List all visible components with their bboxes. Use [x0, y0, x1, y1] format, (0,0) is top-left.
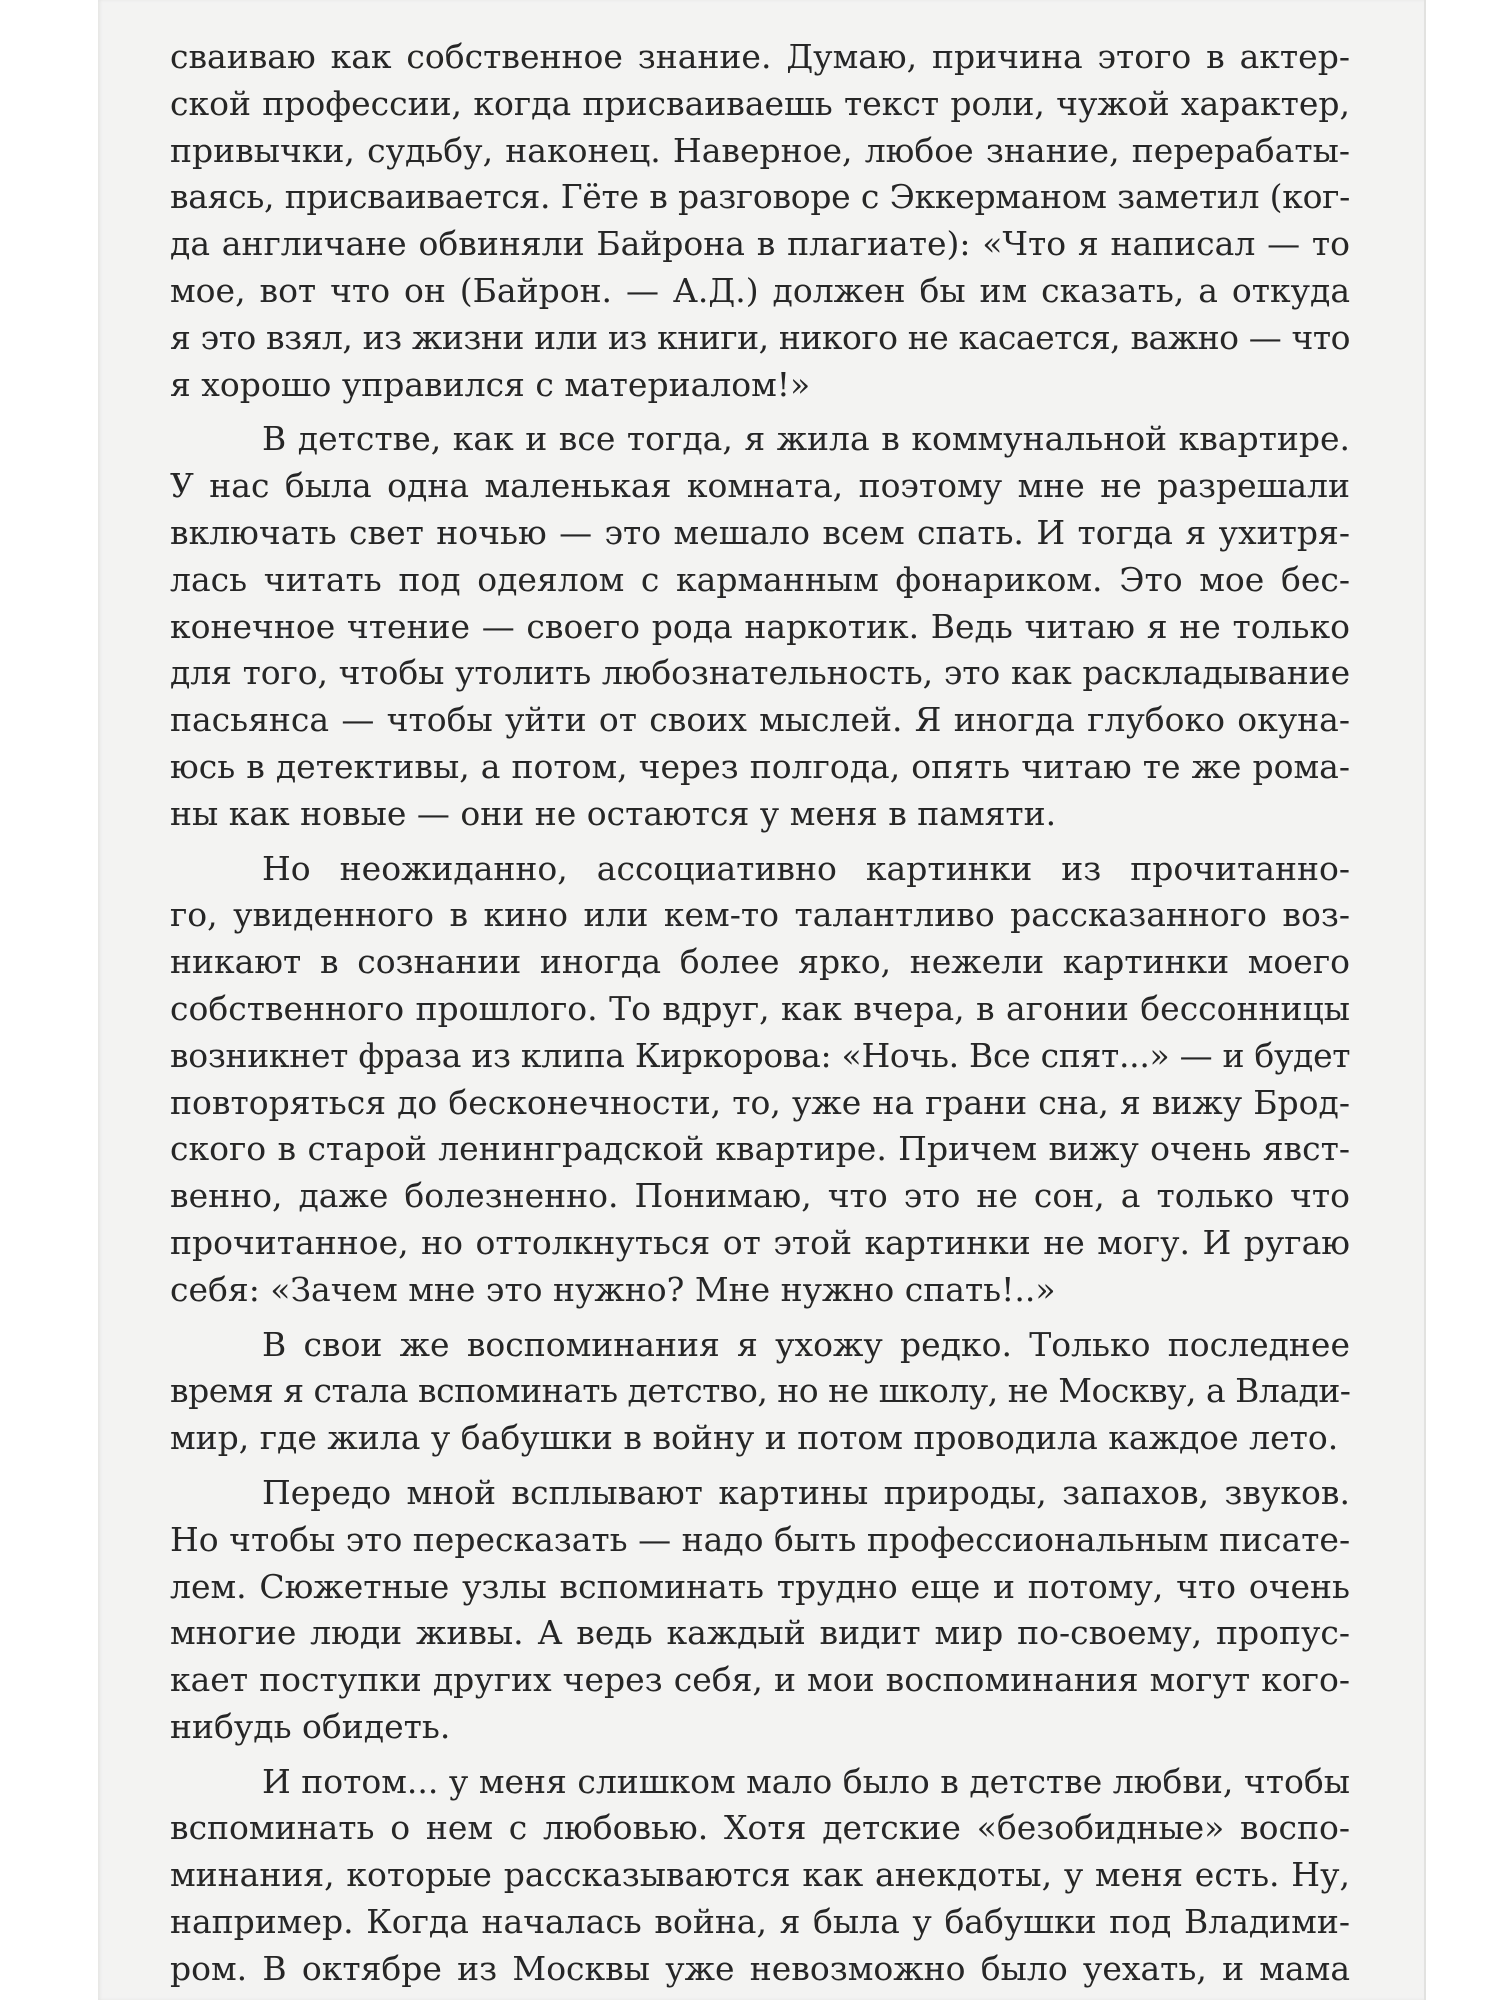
text-line: мир, где жила у бабушки в войну и потом проводила каждое лето.: [170, 1418, 1339, 1458]
text-line: да англичане обвиняли Байрона в плагиате): «Что я написал — то: [170, 224, 1350, 264]
paragraph: [170, 846, 1350, 1314]
text-line: нибудь обидеть.: [170, 1706, 451, 1746]
text-line: вспоминать о нем с любовью. Хотя детские «безобидные» воспо-: [170, 1808, 1350, 1848]
text-line: лем. Сюжетные узлы вспоминать трудно еще и потому, что очень: [170, 1566, 1350, 1606]
text-line: сваиваю как собственное знание. Думаю, причина этого в актер-: [170, 37, 1350, 76]
paragraph-gap: [170, 838, 1350, 846]
text-line: возникнет фраза из клипа Киркорова: «Ночь. Все спят...» — и будет: [170, 1035, 1351, 1075]
text-line: И потом... у меня слишком мало было в детстве любви, чтобы: [262, 1761, 1350, 1801]
text-line: юсь в детективы, а потом, через полгода, опять читаю те же рома-: [170, 746, 1350, 786]
text-line: например. Когда началась война, я была у бабушки под Владими-: [170, 1902, 1350, 1942]
text-line: конечное чтение — своего рода наркотик. Ведь читаю я не только: [170, 606, 1350, 646]
paragraph: [170, 34, 1350, 408]
text-line: прочитанное, но оттолкнуться от этой картинки не могу. И ругаю: [170, 1222, 1350, 1262]
paragraph-gap: [170, 1314, 1350, 1322]
text-line: ны как новые — они не остаются у меня в памяти.: [170, 793, 1057, 833]
text-line: многие люди живы. А ведь каждый видит мир по-своему, пропус-: [170, 1613, 1350, 1653]
text-line: пасьянса — чтобы уйти от своих мыслей. Я иногда глубоко окуна-: [170, 700, 1350, 740]
text-line: венно, даже болезненно. Понимаю, что это не сон, а только что: [170, 1176, 1350, 1216]
paragraph: [170, 1322, 1350, 1462]
text-line: лась читать под одеялом с карманным фонариком. Это мое бес-: [170, 559, 1350, 599]
text-line: включать свет ночью — это мешало всем спать. И тогда я ухитря-: [170, 512, 1350, 552]
text-line: В детстве, как и все тогда, я жила в коммунальной квартире.: [262, 419, 1350, 459]
text-line: Передо мной всплывают картины природы, запахов, звуков.: [262, 1472, 1350, 1512]
paragraph: [170, 1759, 1350, 1993]
text-line: ского в старой ленинградской квартире. Причем вижу очень явст-: [170, 1129, 1350, 1169]
text-line: я это взял, из жизни или из книги, никого не касается, важно — что: [170, 317, 1350, 357]
paragraph-gap: [170, 1462, 1350, 1470]
text-line: мое, вот что он (Байрон. — А.Д.) должен бы им сказать, а откуда: [170, 270, 1350, 310]
text-line: привычки, судьбу, наконец. Наверное, любое знание, перерабаты-: [170, 130, 1350, 170]
text-line: кает поступки других через себя, и мои воспоминания могут кого-: [170, 1660, 1350, 1700]
text-line: никают в сознании иногда более ярко, нежели картинки моего: [170, 942, 1350, 982]
paragraph: [170, 1470, 1350, 1751]
text-line: для того, чтобы утолить любознательность, это как раскладывание: [170, 653, 1350, 693]
text-line: время я стала вспоминать детство, но не школу, не Москву, а Влади-: [170, 1371, 1351, 1411]
text-line: В свои же воспоминания я ухожу редко. Только последнее: [262, 1324, 1350, 1364]
paragraph-gap: [170, 408, 1350, 416]
text-line: ром. В октябре из Москвы уже невозможно было уехать, и мама: [170, 1948, 1350, 1988]
text-line: себя: «Зачем мне это нужно? Мне нужно спать!..»: [170, 1269, 1056, 1309]
text-line: Но неожиданно, ассоциативно картинки из прочитанно-: [262, 848, 1350, 888]
page-edge: [1424, 0, 1426, 2000]
paragraph: [170, 416, 1350, 837]
text-line: ской профессии, когда присваиваешь текст роли, чужой характер,: [170, 83, 1350, 123]
text-line: ваясь, присваивается. Гёте в разговоре с Эккерманом заметил (ког-: [170, 177, 1350, 217]
text-line: повторяться до бесконечности, то, уже на грани сна, я вижу Брод-: [170, 1082, 1350, 1122]
text-line: собственного прошлого. То вдруг, как вчера, в агонии бессонницы: [170, 988, 1350, 1028]
text-line: У нас была одна маленькая комната, поэтому мне не разрешали: [170, 466, 1350, 506]
text-line: Но чтобы это пересказать — надо быть профессиональным писате-: [170, 1519, 1351, 1559]
text-line: я хорошо управился с материалом!»: [170, 364, 811, 404]
paragraph-gap: [170, 1751, 1350, 1759]
text-line: минания, которые рассказываются как анекдоты, у меня есть. Ну,: [170, 1855, 1350, 1895]
text-line: го, увиденного в кино или кем-то талантливо рассказанного воз-: [170, 895, 1350, 935]
body-text: [170, 34, 1350, 1993]
